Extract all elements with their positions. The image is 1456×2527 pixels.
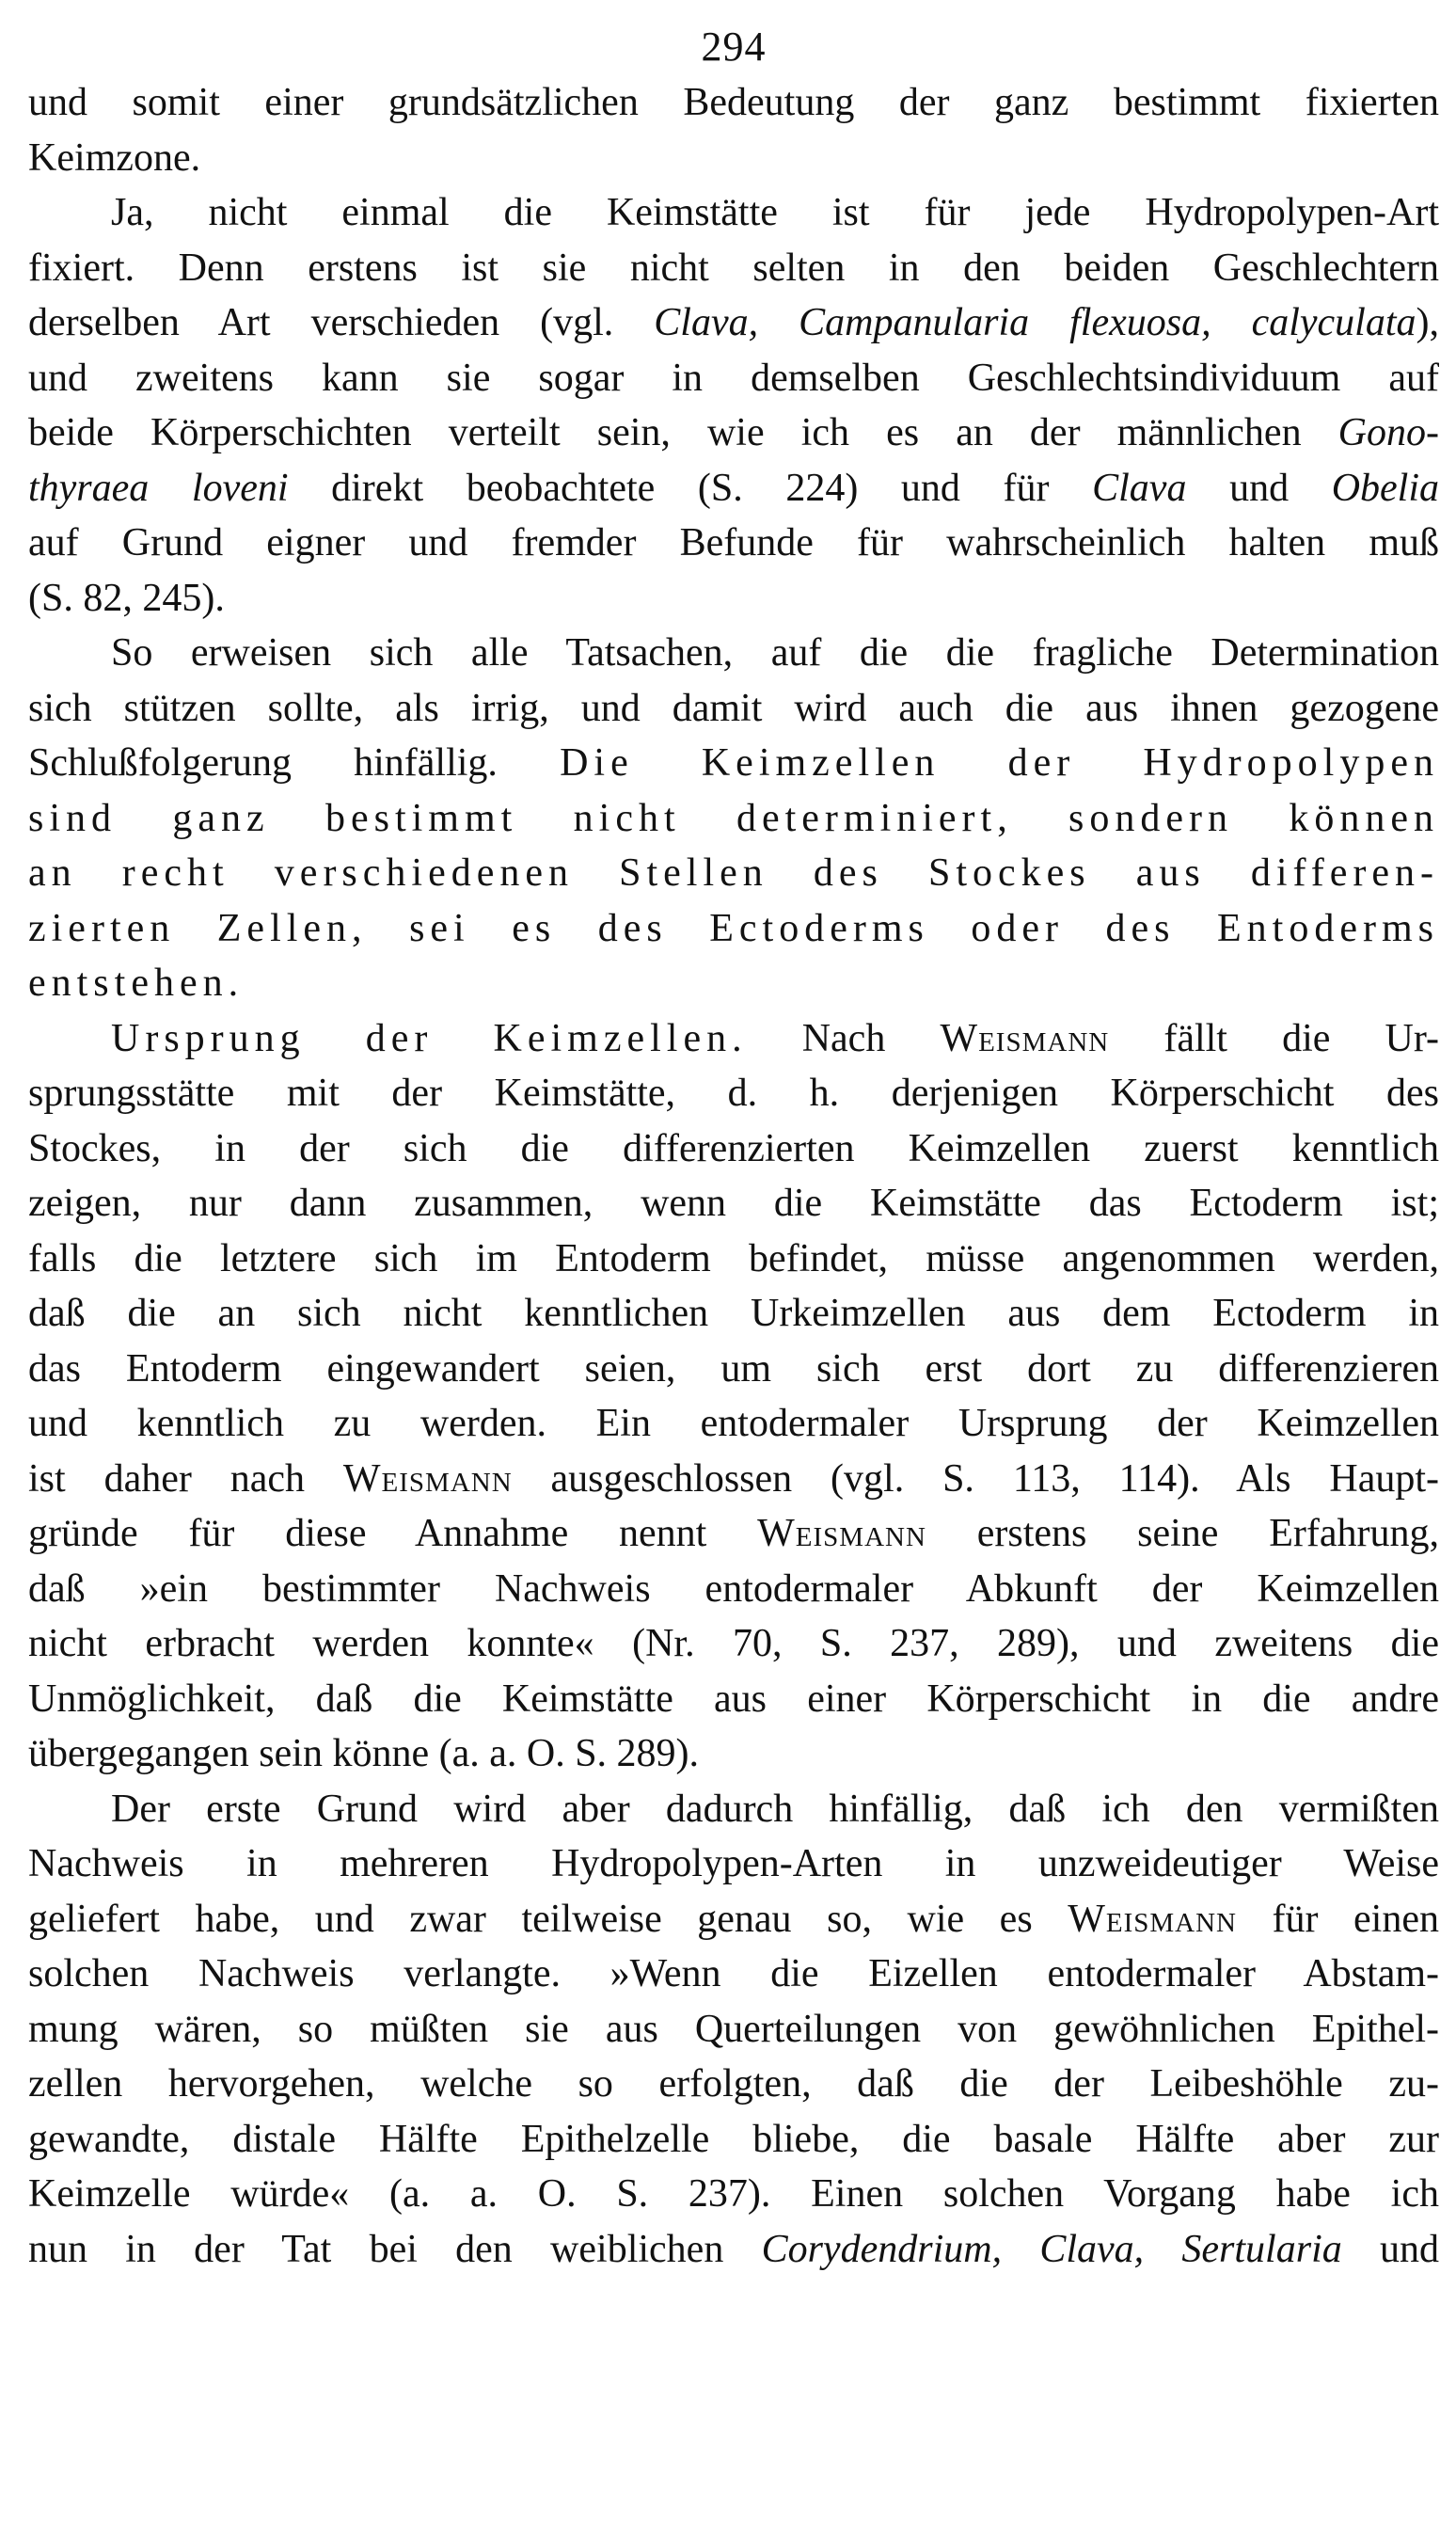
text-segment: zeigen, nur dann zusammen, wenn die Keimstätte das Ectoderm ist; <box>28 1182 1439 1225</box>
text-line <box>28 405 1439 461</box>
text-segment: nicht erbracht werden konnte« (Nr. 70, S. 237, 289), und zweitens die <box>28 1622 1439 1665</box>
text-segment: Keimzelle würde« (a. a. O. S. 237). Einen solchen Vorgang habe ich <box>28 2172 1439 2216</box>
text-segment: direkt beobachtete (S. 224) und für <box>288 466 1093 510</box>
text-segment: gründe für diese Annahme nennt <box>28 1512 758 1555</box>
spaced-text: Ursprung der Keimzellen. <box>111 1016 748 1060</box>
text-line <box>28 241 1439 296</box>
text-line <box>28 1782 1439 1837</box>
text-line <box>28 516 1439 571</box>
text-segment: Ja, nicht einmal die Keimstätte ist für jede Hydropolypen-Art <box>111 191 1439 234</box>
text-line <box>28 2112 1439 2168</box>
text-segment: (S. 82, 245). <box>28 576 225 620</box>
italic-text: thyraea loveni <box>28 466 289 510</box>
italic-text: Obelia <box>1331 466 1439 510</box>
text-line <box>28 2002 1439 2058</box>
text-line <box>28 1121 1439 1177</box>
text-segment: daß »ein bestimmter Nachweis entodermaler Abkunft der Keimzellen <box>28 1566 1439 1611</box>
text-line <box>28 901 1439 957</box>
text-segment: Nachweis in mehreren Hydropolypen-Arten in unzweideutiger Weise <box>28 1842 1439 1885</box>
text-segment: ), <box>1416 301 1439 344</box>
text-line <box>28 1342 1439 1397</box>
text-segment: Schlußfolgerung hinfällig. <box>28 741 561 785</box>
text-segment: ausgeschlossen (vgl. S. 113, 114). Als Haupt- <box>512 1456 1439 1501</box>
italic-text: Corydendrium, Clava, Sertularia <box>761 2227 1342 2271</box>
text-line <box>28 956 1439 1011</box>
text-line <box>28 1562 1439 1617</box>
text-segment: fixiert. Denn erstens ist sie nicht selten in den beiden Geschlechtern <box>28 246 1439 290</box>
text-segment: daß die an sich nicht kenntlichen Urkeimzellen aus dem Ectoderm in <box>28 1292 1439 1335</box>
text-segment: sich stützen sollte, als irrig, und damit wird auch die aus ihnen gezogene <box>28 686 1439 730</box>
text-segment: und kenntlich zu werden. Ein entodermaler Ursprung der Keimzellen <box>28 1402 1439 1445</box>
italic-text: Gono- <box>1337 411 1439 454</box>
text-segment: Der erste Grund wird aber dadurch hinfällig, daß ich den vermißten <box>111 1787 1439 1831</box>
text-line <box>28 2167 1439 2222</box>
text-line <box>28 1176 1439 1232</box>
text-line <box>28 681 1439 737</box>
spaced-text: sind ganz bestimmt nicht determiniert, sondern können <box>28 796 1439 840</box>
text-line <box>28 571 1439 627</box>
text-line <box>28 295 1439 351</box>
text-line <box>28 351 1439 406</box>
text-segment: das Entoderm eingewandert seien, um sich erst dort zu differenzieren <box>28 1346 1439 1391</box>
text-segment: Nach <box>747 1016 941 1060</box>
text-line <box>28 1232 1439 1287</box>
italic-text: Clava <box>1092 466 1187 510</box>
author-name: Weismann <box>940 1016 1110 1060</box>
text-line <box>28 846 1439 901</box>
spaced-text: entstehen. <box>28 962 245 1005</box>
spaced-text: zierten Zellen, sei es des Ectoderms oder des Entoderms <box>28 906 1439 950</box>
text-line <box>28 1672 1439 1727</box>
text-segment: Keimzone. <box>28 135 201 180</box>
text-line <box>28 1066 1439 1121</box>
text-segment: nun in der Tat bei den weiblichen <box>28 2227 762 2271</box>
text-line <box>28 461 1439 517</box>
text-line <box>28 791 1439 847</box>
author-name: Weismann <box>1068 1897 1237 1941</box>
text-segment: und somit einer grundsätzlichen Bedeutung der ganz bestimmt fixierten <box>28 81 1439 124</box>
text-segment: erstens seine Erfahrung, <box>926 1512 1439 1555</box>
text-segment: Unmöglichkeit, daß die Keimstätte aus einer Körperschicht in die andre <box>28 1677 1439 1721</box>
text-line <box>28 1011 1439 1067</box>
text-segment: beide Körperschichten verteilt sein, wie ich es an der männlichen <box>28 411 1338 454</box>
text-segment: zellen hervorgehen, welche so erfolgten, daß die der Leibeshöhle zu- <box>28 2062 1439 2106</box>
author-name: Weismann <box>757 1512 926 1555</box>
text-line <box>28 1452 1439 1507</box>
text-line <box>28 1892 1439 1947</box>
text-segment: gewandte, distale Hälfte Epithelzelle bliebe, die basale Hälfte aber zur <box>28 2117 1439 2161</box>
text-line <box>28 1947 1439 2002</box>
text-line <box>28 2057 1439 2112</box>
text-segment: und <box>1341 2227 1440 2271</box>
spaced-text: an recht verschiedenen Stellen des Stockes aus differen- <box>28 851 1439 895</box>
text-line <box>28 1616 1439 1672</box>
author-name: Weismann <box>342 1456 513 1501</box>
text-line <box>28 185 1439 241</box>
text-line <box>28 1286 1439 1342</box>
page-number: 294 <box>701 24 767 70</box>
italic-text: Clava, Campanularia flexuosa, calyculata <box>654 301 1416 344</box>
text-segment: mung wären, so müßten sie aus Querteilungen von gewöhnlichen Epithel- <box>28 2007 1439 2051</box>
text-segment: solchen Nachweis verlangte. »Wenn die Eizellen entodermaler Abstam- <box>28 1952 1439 1995</box>
text-line <box>28 131 1439 186</box>
text-line <box>28 626 1439 681</box>
body-text <box>28 75 1439 2277</box>
text-line <box>28 1836 1439 1892</box>
text-segment: Stockes, in der sich die differenzierten Keimzellen zuerst kenntlich <box>28 1126 1439 1170</box>
text-line <box>28 2222 1439 2278</box>
text-line <box>28 75 1439 131</box>
text-line <box>28 1396 1439 1452</box>
text-segment: und <box>1186 466 1332 510</box>
spaced-text: Die Keimzellen der Hydropolypen <box>560 741 1439 785</box>
text-segment: sprungsstätte mit der Keimstätte, d. h. derjenigen Körperschicht des <box>28 1072 1439 1115</box>
text-segment: geliefert habe, und zwar teilweise genau so, wie es <box>28 1897 1068 1941</box>
text-segment: fällt die Ur- <box>1109 1016 1439 1060</box>
text-segment: ist daher nach <box>28 1456 343 1501</box>
text-line <box>28 1506 1439 1562</box>
text-segment: derselben Art verschieden (vgl. <box>28 301 655 344</box>
text-segment: und zweitens kann sie sogar in demselben Geschlechtsindividuum auf <box>28 356 1439 400</box>
text-segment: So erweisen sich alle Tatsachen, auf die die fragliche Determination <box>111 631 1439 675</box>
text-segment: übergegangen sein könne (a. a. O. S. 289). <box>28 1732 700 1775</box>
text-segment: für einen <box>1236 1897 1439 1941</box>
document-page <box>28 19 1439 2277</box>
text-segment: auf Grund eigner und fremder Befunde für wahrscheinlich halten muß <box>28 521 1439 564</box>
text-line <box>28 736 1439 791</box>
text-line <box>28 1726 1439 1782</box>
text-segment: falls die letztere sich im Entoderm befindet, müsse angenommen werden, <box>28 1236 1439 1280</box>
